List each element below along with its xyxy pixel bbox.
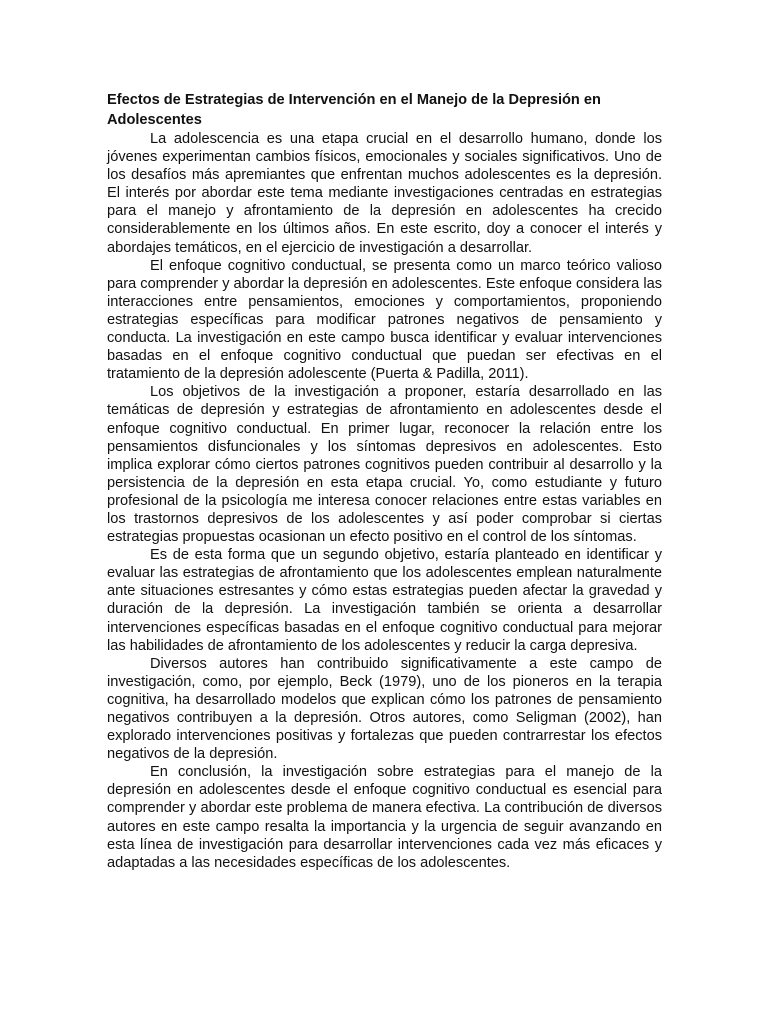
paragraph-authors: Diversos autores han contribuido significativamente a este campo de investigación, como, por ejemplo, Beck (1979), uno de los pioneros en la terapia cognitiva, ha desarrollado modelos que explican cómo los patrones de pensamiento negativos contribuyen a la depresión. Otros autores, como Seligman (2002), han explorado intervenciones positivas y fortalezas que pueden contrarrestar los efectos negativos de la depresión. (107, 655, 662, 763)
document-title: Efectos de Estrategias de Intervención en el Manejo de la Depresión en Adolescentes (107, 92, 601, 128)
paragraph-objectives: Los objetivos de la investigación a proponer, estaría desarrollado en las temáticas de depresión y estrategias de afrontamiento en adolescentes desde el enfoque cognitivo conductual. En primer lugar, reconocer la relación entre los pensamientos disfuncionales y los síntomas depresivos en adolescentes. Esto implica explorar cómo ciertos patrones cognitivos pueden contribuir al desarrollo y la persistencia de la depresión en esta etapa crucial. Yo, como estudiante y futuro profesional de la psicología me interesa conocer relaciones entre estas variables en los trastornos depresivos de los adolescentes y así poder comprobar si ciertas estrategias propuestas ocasionan un efecto positivo en el control de los síntomas. (107, 384, 662, 546)
paragraph-conclusion: En conclusión, la investigación sobre estrategias para el manejo de la depresión en adolescentes desde el enfoque cognitivo conductual es esencial para comprender y abordar este problema de manera efectiva. La contribución de diversos autores en este campo resalta la importancia y la urgencia de seguir avanzando en esta línea de investigación para desarrollar intervenciones cada vez más eficaces y adaptadas a las necesidades específicas de los adolescentes. (107, 764, 662, 871)
paragraph-second-objective: Es de esta forma que un segundo objetivo, estaría planteado en identificar y evaluar las estrategias de afrontamiento que los adolescentes emplean naturalmente ante situaciones estresantes y cómo estas estrategias pueden afectar la gravedad y duración de la depresión. La investigación también se orienta a desarrollar intervenciones específicas basadas en el enfoque cognitivo conductual para mejorar las habilidades de afrontamiento de los adolescentes y reducir la carga depresiva. (107, 547, 662, 654)
paragraph-cognitive-approach: El enfoque cognitivo conductual, se presenta como un marco teórico valioso para comprender y abordar la depresión en adolescentes. Este enfoque considera las interacciones entre pensamientos, emociones y comportamientos, proponiendo estrategias específicas para modificar patrones negativos de pensamiento y conducta. La investigación en este campo busca identificar y evaluar intervenciones basadas en el enfoque cognitivo conductual que puedan ser efectivas en el tratamiento de la depresión adolescente (Puerta & Padilla, 2011). (107, 257, 662, 383)
document-page (107, 90, 662, 872)
paragraph-intro: La adolescencia es una etapa crucial en el desarrollo humano, donde los jóvenes experimentan cambios físicos, emocionales y sociales significativos. Uno de los desafíos más apremiantes que enfrentan muchos adolescentes es la depresión. El interés por abordar este tema mediante investigaciones centradas en estrategias para el manejo y afrontamiento de la depresión en adolescentes ha crecido considerablemente en los últimos años. En este escrito, doy a conocer el interés y abordajes temáticos, en el ejercicio de investigación a desarrollar. (107, 131, 662, 256)
